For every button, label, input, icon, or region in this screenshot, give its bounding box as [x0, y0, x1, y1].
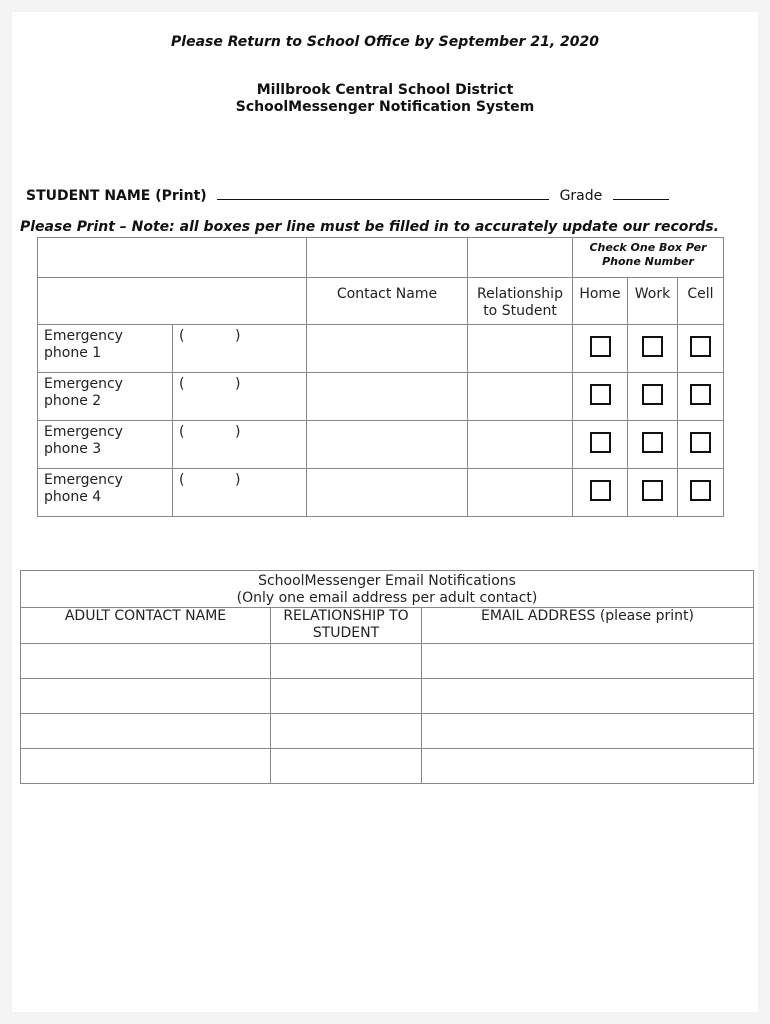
email-field[interactable] [422, 679, 754, 714]
emergency-phone-table [37, 237, 724, 517]
relationship-field[interactable] [271, 749, 422, 784]
adult-name-field[interactable] [21, 714, 271, 749]
header-blank [307, 238, 468, 278]
district-name: Millbrook Central School District [256, 82, 514, 98]
cell-checkbox[interactable] [690, 480, 711, 501]
emergency-phone-label: Emergency phone 1 [38, 325, 173, 373]
relationship-field[interactable] [468, 325, 573, 373]
work-header: Work [628, 278, 678, 325]
student-name-label: STUDENT NAME (Print) [26, 188, 207, 204]
student-name-field[interactable] [217, 185, 549, 200]
relationship-field[interactable] [468, 373, 573, 421]
relationship-field[interactable] [271, 714, 422, 749]
relationship-field[interactable] [271, 679, 422, 714]
work-checkbox[interactable] [642, 480, 663, 501]
header-blank [38, 238, 307, 278]
print-note: Please Print – Note: all boxes per line must be filled in to accurately update our records. [20, 219, 719, 235]
area-code-open: ( [179, 424, 185, 440]
table-row [38, 325, 724, 373]
work-checkbox[interactable] [642, 384, 663, 405]
adult-name-field[interactable] [21, 749, 271, 784]
header-blank [468, 238, 573, 278]
adult-name-field[interactable] [21, 644, 271, 679]
relationship-field[interactable] [468, 469, 573, 517]
emergency-phone-label: Emergency phone 3 [38, 421, 173, 469]
cell-checkbox[interactable] [690, 336, 711, 357]
adult-contact-name-header: ADULT CONTACT NAME [21, 608, 271, 644]
home-checkbox[interactable] [590, 336, 611, 357]
grade-field[interactable] [613, 185, 669, 200]
adult-name-field[interactable] [21, 679, 271, 714]
table-row [21, 749, 754, 784]
cell-checkbox[interactable] [690, 432, 711, 453]
email-field[interactable] [422, 714, 754, 749]
home-header: Home [573, 278, 628, 325]
area-code-close: ) [235, 472, 241, 488]
header-blank [38, 278, 307, 325]
relationship-field[interactable] [271, 644, 422, 679]
phone-number-field[interactable] [173, 469, 307, 517]
area-code-close: ) [235, 376, 241, 392]
student-name-row [26, 185, 669, 204]
phone-number-field[interactable] [173, 421, 307, 469]
emergency-phone-label: Emergency phone 4 [38, 469, 173, 517]
table-row [21, 714, 754, 749]
cell-checkbox[interactable] [690, 384, 711, 405]
table-row [38, 421, 724, 469]
home-checkbox[interactable] [590, 432, 611, 453]
email-notification-table [20, 570, 754, 784]
table-row [21, 644, 754, 679]
check-box-instruction: Check One Box Per Phone Number [573, 238, 724, 278]
relationship-header: Relationship to Student [468, 278, 573, 325]
grade-label: Grade [559, 188, 603, 204]
area-code-open: ( [179, 472, 185, 488]
contact-name-field[interactable] [307, 373, 468, 421]
contact-name-field[interactable] [307, 421, 468, 469]
contact-name-field[interactable] [307, 469, 468, 517]
email-subtitle-text: (Only one email address per adult contact) [236, 590, 538, 606]
area-code-close: ) [235, 328, 241, 344]
table-row [38, 373, 724, 421]
contact-name-field[interactable] [307, 325, 468, 373]
contact-name-header: Contact Name [307, 278, 468, 325]
table-row [21, 679, 754, 714]
relationship-field[interactable] [468, 421, 573, 469]
home-checkbox[interactable] [590, 384, 611, 405]
email-title-text: SchoolMessenger Email Notifications [258, 573, 516, 589]
emergency-phone-label: Emergency phone 2 [38, 373, 173, 421]
return-deadline: Please Return to School Office by September 21, 2020 [171, 34, 599, 50]
work-checkbox[interactable] [642, 432, 663, 453]
cell-header: Cell [678, 278, 724, 325]
phone-number-field[interactable] [173, 373, 307, 421]
table-row [38, 469, 724, 517]
home-checkbox[interactable] [590, 480, 611, 501]
area-code-open: ( [179, 376, 185, 392]
email-table-title [21, 571, 754, 608]
system-name: SchoolMessenger Notification System [235, 99, 535, 115]
phone-number-field[interactable] [173, 325, 307, 373]
email-address-header: EMAIL ADDRESS (please print) [422, 608, 754, 644]
relationship-to-student-header: RELATIONSHIP TO STUDENT [271, 608, 422, 644]
area-code-open: ( [179, 328, 185, 344]
email-field[interactable] [422, 644, 754, 679]
email-field[interactable] [422, 749, 754, 784]
area-code-close: ) [235, 424, 241, 440]
work-checkbox[interactable] [642, 336, 663, 357]
